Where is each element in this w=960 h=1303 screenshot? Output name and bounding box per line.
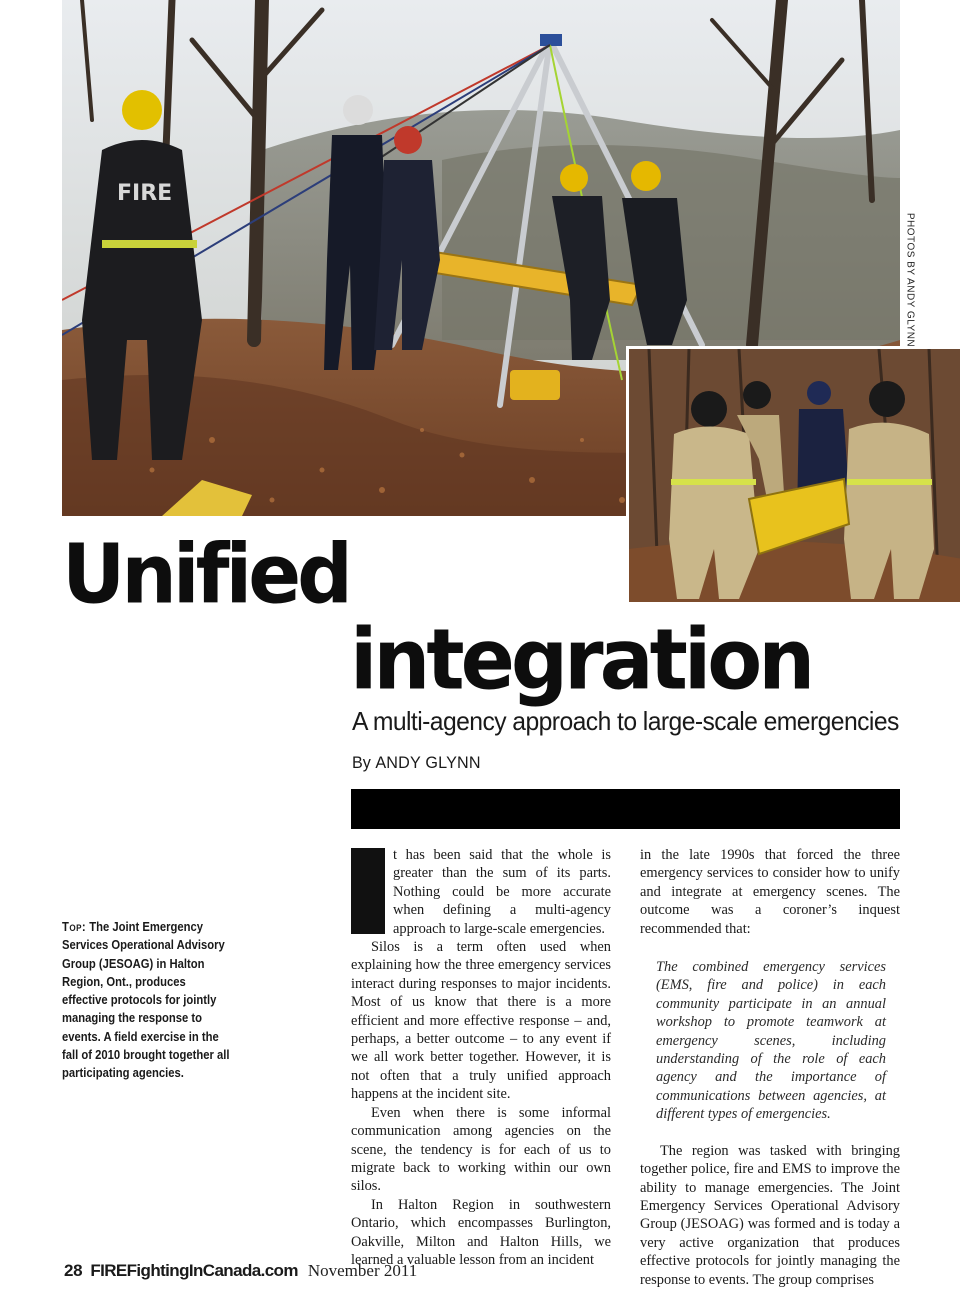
paragraph: The region was tasked with bringing together police, fire and EMS to improve the ability to manage emergencies. The Joint Emergency Services Operational Advisory Group (JESOAG) was formed and is today a very active organization that produces effective protocols for jointly managing the response to events. The group comprises — [640, 1142, 900, 1288]
byline-author: ANDY GLYNN — [375, 753, 481, 772]
paragraph: Even when there is some informal communication among agencies on the scene, the tendency is for each of us to migrate back to working within our own silos. — [351, 1104, 611, 1195]
inset-photo — [626, 346, 960, 602]
caption-text: The Joint Emergency Services Operational Advisory Group (JESOAG) in Halton Region, Ont., produces effective protocols for jointly managing the response to events. A field exercise in the fall of 2010 brought together all participating agencies. — [62, 920, 230, 1081]
photo-credit-text: PHOTOS BY ANDY GLYNN — [904, 212, 916, 348]
body-column-2 — [640, 846, 900, 1289]
photo-credit — [903, 210, 917, 350]
byline — [352, 753, 481, 773]
drop-cap-block — [351, 848, 385, 934]
caption-lead: Top: — [62, 920, 87, 934]
fire-jacket-text: FIRE — [117, 181, 173, 206]
paragraph: in the late 1990s that forced the three emergency services to consider how to unify and integrate at emergency scenes. The outcome was a coroner’s inquest recommended that: — [640, 847, 900, 937]
headline-line-2: integration — [350, 610, 812, 709]
paragraph-text: t has been said that the whole is greater than the sum of its parts. Nothing could be more accurate when defining a multi-agency approach to large-scale emergencies. — [393, 847, 611, 937]
footer-site: FIREFightingInCanada.com — [90, 1261, 298, 1280]
deck: A multi-agency approach to large-scale emergencies — [352, 706, 899, 736]
paragraph: Silos is a term often used when explaining how the three emergency services interact during responses to major incidents. Most of us know that there is a more efficient and more effective response – and, perhaps, a better outcome – to any event if we all work better together. However, it is not often that a truly unified approach happens at the incident site. — [351, 939, 611, 1103]
paragraph — [351, 846, 611, 938]
decorative-bar — [351, 789, 900, 829]
page-number: 28 — [64, 1261, 83, 1280]
paragraph: In Halton Region in southwestern Ontario, which encompasses Burlington, Oakville, Milton and Halton Hills, we learned a valuable lesson from an incident — [351, 1196, 611, 1268]
block-quote: The combined emergency services (EMS, fire and police) in each community participate in an annual workshop to promote teamwork at emergency scenes, including understanding of the role of each agency and the importance of communications between agencies, at different types of emergencies. — [656, 959, 886, 1123]
headline-line-1: Unified — [62, 527, 350, 623]
body-column-1 — [351, 846, 611, 1269]
photo-caption — [62, 918, 233, 1083]
footer-date: November 2011 — [307, 1261, 418, 1280]
page-footer — [64, 1261, 417, 1281]
byline-prefix: By — [352, 753, 371, 772]
